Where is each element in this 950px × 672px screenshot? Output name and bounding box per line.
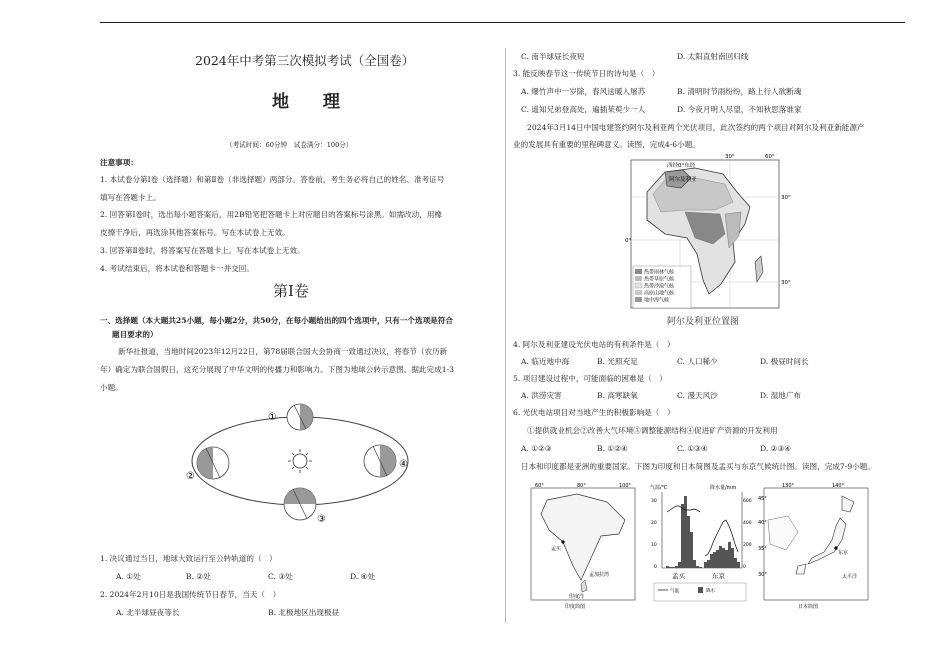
city-label: 东京 — [838, 550, 849, 556]
orbit-label: ② — [186, 471, 195, 482]
tick-label: 0 — [654, 565, 657, 570]
legend-item: 高原山地气候 — [644, 290, 675, 297]
map-lon-label: 西经0°东经 — [667, 163, 696, 169]
exam-title: 2024年中考第三次模拟考试（全国卷） — [195, 53, 415, 68]
precip-bars — [666, 496, 740, 568]
option: B. 北极地区出现极昼 — [268, 608, 340, 617]
passage-line: 小题。 — [100, 383, 123, 392]
tick-label: 200 — [743, 543, 752, 548]
option: B. 高寒缺氧 — [597, 391, 638, 400]
option: A. ①处 — [116, 572, 141, 581]
earth-position-2 — [197, 447, 229, 479]
map-lon-label: 100° — [619, 483, 632, 489]
tick-label: 600 — [743, 499, 752, 504]
india-map — [527, 480, 639, 610]
map-lon-label: 140° — [832, 483, 845, 489]
option: B. 清明时节雨纷纷，路上行人欲断魂 — [677, 87, 802, 96]
option: C. 漫天风沙 — [677, 391, 718, 400]
option: C. 遥知兄弟登高处，遍插茱萸少一人 — [521, 105, 646, 114]
tick-label: 10 — [651, 543, 657, 548]
question-stem: 6. 光伏电站项目对当地产生的积极影响是（ ） — [513, 408, 675, 417]
map-lat-label: 45° — [758, 496, 767, 502]
subject-title: 地 理 — [272, 92, 354, 112]
y-axis-label-right: 降水量/mm — [710, 485, 737, 491]
passage-line: 业的发展具有重要的里程碑意义。读图，完成4-6小题。 — [513, 140, 700, 149]
option: A. ①②③ — [521, 444, 552, 453]
passage-line: 日本和印度都是亚洲的重要国家。下图为印度和日本简图及孟买与东京气候统计图。读图，完成7-9小题。 — [521, 462, 875, 471]
tick-label: 400 — [743, 521, 752, 526]
option: D. ②③④ — [760, 444, 792, 453]
notes-line: 皮擦干净后，再选涂其他答案标号。写在本试卷上无效。 — [100, 228, 290, 237]
orbit-label: ④ — [399, 459, 408, 470]
map-lat-label: 30° — [781, 280, 791, 286]
option: C. 南半球昼长夜短 — [521, 52, 585, 61]
map-lon-label: 30° — [725, 154, 735, 160]
legend-item: 热带草原气候 — [644, 276, 675, 283]
option: D. 今夜月明人尽望，不知秋思落谁家 — [677, 105, 802, 114]
option: A. 爆竹声中一岁除，春风送暖入屠苏 — [521, 87, 646, 96]
question-stem: 1. 决议通过当日，地球大致运行至公转轨道的（ ） — [100, 554, 277, 563]
statements: ①提供就业机会②改善大气环境③调整能源结构④促进矿产资源的开发利用 — [527, 426, 778, 435]
map-lon-label: 60° — [535, 483, 544, 489]
top-rule — [100, 22, 905, 23]
legend-item: 热带沙漠气候 — [644, 283, 675, 290]
legend-item: 气温 — [670, 589, 679, 594]
option: C. 人口稀少 — [677, 357, 718, 366]
tick-label: 0 — [743, 565, 746, 570]
map-lat-label: 30° — [781, 195, 791, 201]
map-lon-label: 80° — [577, 483, 586, 489]
notes-line: 填写在答题卡上。 — [100, 193, 161, 202]
option: B. 光照充足 — [597, 357, 638, 366]
option: A. 北半球昼夜等长 — [116, 608, 180, 617]
notes-line: 4. 考试结束后，将本试卷和答题卡一并交回。 — [100, 264, 254, 273]
map-lat-label: 30° — [758, 572, 767, 578]
passage-line: 新华社报道，当地时间2023年12月22日，第78届联合国大会协商一致通过决议，将春节（农历新 — [118, 347, 448, 356]
option: B. ①②④ — [597, 444, 628, 453]
city-label: 孟买 — [551, 546, 562, 552]
city-chart-label: 东京 — [712, 572, 725, 580]
map-lon-label: 60° — [765, 154, 775, 160]
earth-position-4 — [364, 445, 396, 477]
section-heading: 一、选择题（本大题共25小题，每小题2分，共50分，在每小题给出的四个选项中，只有一个选项是符合 — [100, 316, 453, 325]
map-lat-label: 35° — [758, 546, 767, 552]
orbit-label: ① — [268, 412, 277, 423]
tick-label: 30 — [651, 499, 657, 504]
question-stem: 2. 2024年2月10日是我国传统节日春节，当天（ ） — [100, 590, 281, 599]
section-heading-cont: 题目要求的） — [112, 330, 158, 339]
earth-orbit-diagram — [180, 395, 420, 525]
orbit-label: ③ — [317, 514, 326, 525]
algeria-location-map — [625, 152, 791, 332]
passage-line: 年）确定为联合国假日，这充分展现了中华文明的传播力和影响力。下图为地球公转示意图。据此完成1-3 — [100, 365, 454, 374]
notes-heading: 注意事项： — [100, 158, 138, 167]
earth-position-1 — [287, 404, 313, 430]
option: D. 太阳直射南回归线 — [677, 52, 749, 61]
sea-label: 太平洋 — [842, 574, 858, 580]
notes-line: 3. 回答第Ⅱ卷时，将答案写在答题卡上。写在本试卷上无效。 — [100, 246, 305, 255]
passage-line: 2024年3月14日中国电建签约阿尔及利亚两个光伏项目，此次签约的两个项目对阿尔及利亚新能源产 — [527, 123, 865, 132]
legend-item: 地中海气候 — [644, 297, 670, 304]
map-title: 印度简图 — [565, 604, 586, 610]
notes-line: 1. 本试卷分第Ⅰ卷（选择题）和第Ⅱ卷（非选择题）两部分。答卷前，考生务必将自己的姓名、准考证号 — [100, 175, 445, 184]
climate-chart — [648, 482, 750, 604]
map-lat-label: 40° — [758, 520, 767, 526]
option: C. ①③④ — [677, 444, 708, 453]
map-lon-label: 130° — [782, 483, 795, 489]
option: B. ②处 — [186, 572, 211, 581]
option: D. ④处 — [350, 572, 376, 581]
column-divider — [505, 48, 506, 623]
japan-map — [758, 480, 876, 610]
question-stem: 3. 能反映春节这一传统节日的诗句是（ ） — [513, 69, 660, 78]
legend-item: 降水 — [706, 589, 715, 594]
map-lat-label: 0° — [625, 238, 632, 244]
map-title: 日本简图 — [798, 604, 819, 610]
option: A. 洪涝灾害 — [521, 391, 562, 400]
option: C. ③处 — [268, 572, 293, 581]
map-caption: 阿尔及利亚位置图 — [667, 317, 740, 327]
map-label: 孟加拉湾 — [589, 572, 610, 578]
notes-line: 2. 回答第Ⅰ卷时，选出每小题答案后，用2B铅笔把答题卡上对应题目的答案标号涂黑。如需改动，用橡 — [100, 210, 443, 219]
option: D. 极昼时间长 — [760, 357, 809, 366]
question-stem: 5. 项目建设过程中，可能面临的困难是（ ） — [513, 374, 667, 383]
city-marker-icon — [561, 540, 564, 543]
y-axis-label: 气温/℃ — [650, 485, 668, 491]
earth-position-3 — [284, 488, 316, 520]
exam-meta: （考试时间：60分钟 试卷满分：100分） — [226, 141, 353, 149]
country-label: 阿尔及利亚 — [669, 177, 697, 183]
climate-legend — [633, 266, 691, 308]
option: D. 湿地广布 — [760, 391, 802, 400]
sea-label: 印度洋 — [569, 594, 585, 600]
city-chart-label: 孟买 — [672, 572, 685, 580]
sun-icon — [288, 449, 312, 473]
tick-label: 20 — [651, 521, 657, 526]
legend-item: 热带雨林气候 — [644, 269, 675, 276]
question-stem: 4. 阿尔及利亚建设光伏电站的有利条件是（ ） — [513, 340, 675, 349]
volume-title: 第Ⅰ卷 — [273, 282, 309, 300]
option: A. 临近地中海 — [521, 357, 570, 366]
